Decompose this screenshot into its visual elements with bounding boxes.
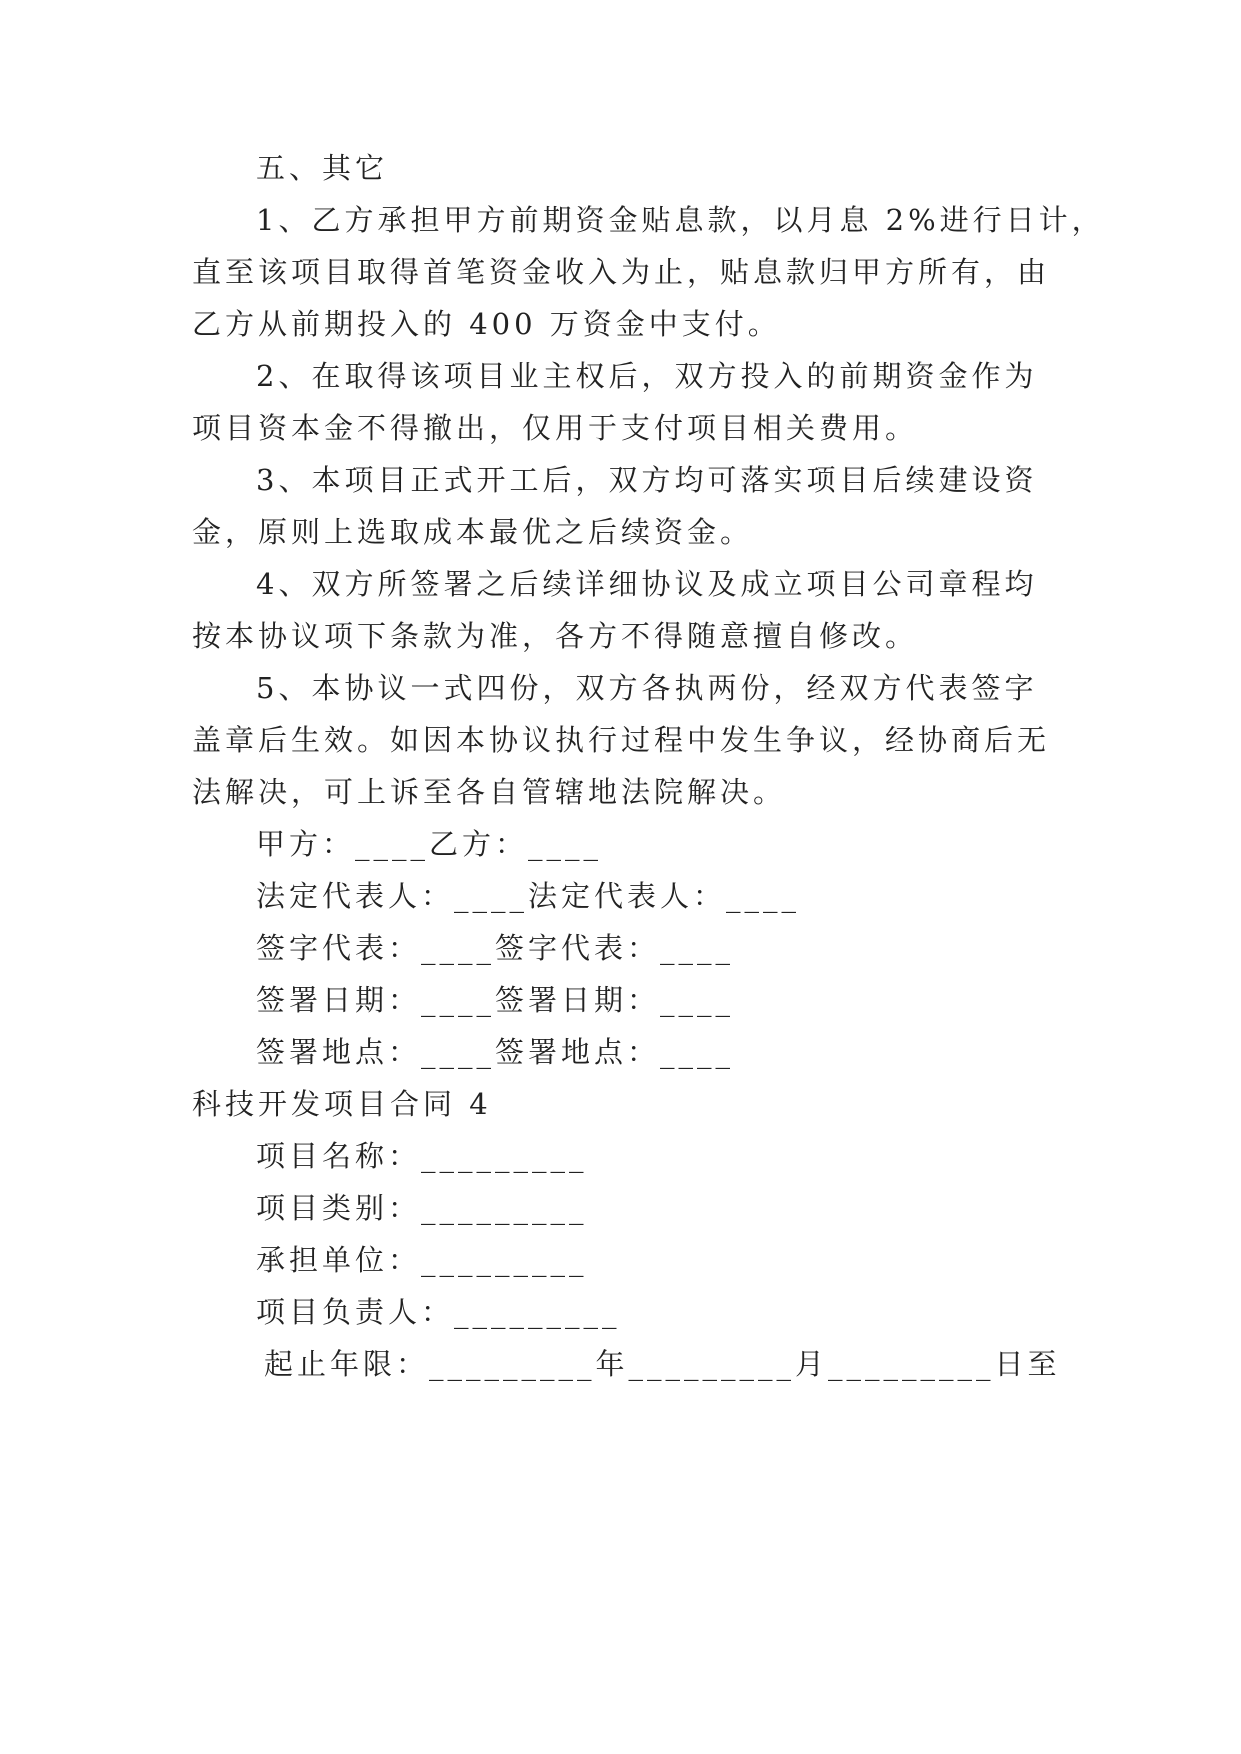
field-project-category: 项目类别：_________: [256, 1191, 588, 1225]
section-heading-other: 五、其它: [256, 151, 389, 185]
clause-4-line-2: 按本协议项下条款为准，各方不得随意擅自修改。: [192, 619, 919, 653]
clause-1-line-2: 直至该项目取得首笔资金收入为止，贴息款归甲方所有，由: [192, 255, 1051, 289]
clause-3-line-1: 3、本项目正式开工后，双方均可落实项目后续建设资: [256, 463, 1038, 497]
clause-1-line-3: 乙方从前期投入的 400 万资金中支付。: [192, 307, 781, 341]
clause-3-line-2: 金，原则上选取成本最优之后续资金。: [192, 515, 754, 549]
field-responsible-unit: 承担单位：_________: [256, 1243, 588, 1277]
signature-place: 签署地点：____签署地点：____: [256, 1035, 735, 1069]
clause-2-line-1: 2、在取得该项目业主权后，双方投入的前期资金作为: [256, 359, 1038, 393]
signature-date: 签署日期：____签署日期：____: [256, 983, 735, 1017]
clause-2-line-2: 项目资本金不得撤出，仅用于支付项目相关费用。: [192, 411, 919, 445]
clause-5-line-3: 法解决，可上诉至各自管辖地法院解决。: [192, 775, 787, 809]
signature-parties: 甲方：____乙方：____: [256, 827, 603, 861]
field-duration: 起止年限：_________年_________月_________日至: [264, 1347, 1061, 1381]
clause-5-line-1: 5、本协议一式四份，双方各执两份，经双方代表签字: [256, 671, 1038, 705]
signature-signing-representative: 签字代表：____签字代表：____: [256, 931, 735, 965]
field-project-name: 项目名称：_________: [256, 1139, 588, 1173]
contract-title: 科技开发项目合同 4: [192, 1087, 492, 1121]
signature-legal-representative: 法定代表人：____法定代表人：____: [256, 879, 801, 913]
clause-5-line-2: 盖章后生效。如因本协议执行过程中发生争议，经协商后无: [192, 723, 1051, 757]
clause-4-line-1: 4、双方所签署之后续详细协议及成立项目公司章程均: [256, 567, 1038, 601]
clause-1-line-1: 1、乙方承担甲方前期资金贴息款，以月息 2%进行日计，: [256, 203, 1105, 237]
field-project-leader: 项目负责人：_________: [256, 1295, 621, 1329]
